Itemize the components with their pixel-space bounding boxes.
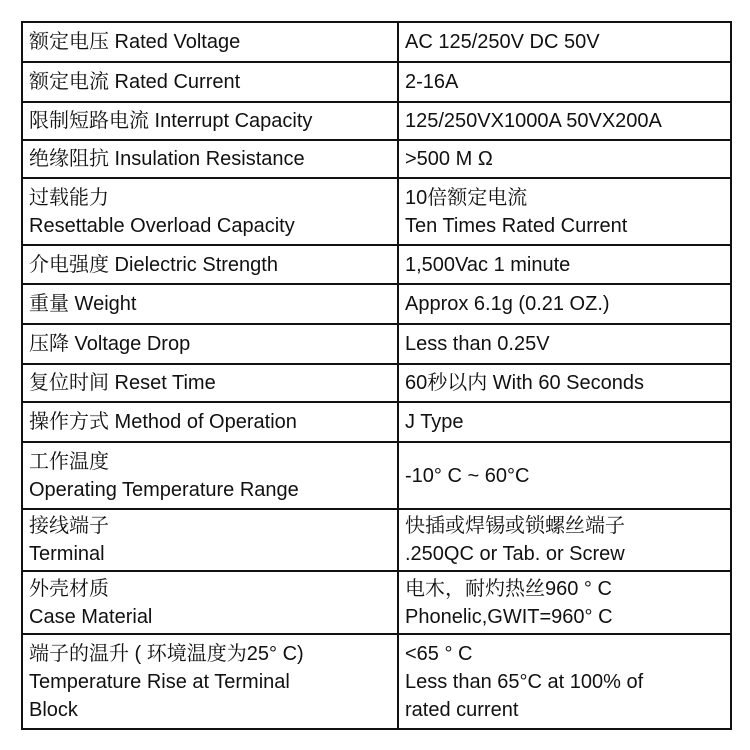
value-cell: AC 125/250V DC 50V: [398, 22, 731, 62]
value-cell: -10° C ~ 60°C: [398, 442, 731, 509]
param-cell: 外壳材质 Case Material: [22, 571, 398, 634]
table-row: [22, 634, 731, 729]
value-cell: <65 ° C Less than 65°C at 100% of rated current: [398, 634, 731, 729]
table-row: [22, 402, 731, 442]
param-cell: 复位时间 Reset Time: [22, 364, 398, 402]
table-row: [22, 509, 731, 571]
table-row: [22, 62, 731, 102]
table-row: [22, 442, 731, 509]
table-row: [22, 284, 731, 324]
param-cell: 额定电压 Rated Voltage: [22, 22, 398, 62]
param-cell: 过载能力 Resettable Overload Capacity: [22, 178, 398, 245]
param-cell: 端子的温升 ( 环境温度为25° C) Temperature Rise at Terminal Block: [22, 634, 398, 729]
param-cell: 操作方式 Method of Operation: [22, 402, 398, 442]
value-cell: Less than 0.25V: [398, 324, 731, 364]
table-row: [22, 245, 731, 284]
param-cell: 额定电流 Rated Current: [22, 62, 398, 102]
value-cell: >500 M Ω: [398, 140, 731, 178]
table-row: [22, 178, 731, 245]
value-cell: 2-16A: [398, 62, 731, 102]
value-cell: 1,500Vac 1 minute: [398, 245, 731, 284]
value-cell: 10倍额定电流 Ten Times Rated Current: [398, 178, 731, 245]
value-cell: 60秒以内 With 60 Seconds: [398, 364, 731, 402]
table-row: [22, 324, 731, 364]
param-cell: 介电强度 Dielectric Strength: [22, 245, 398, 284]
table-row: [22, 102, 731, 140]
value-cell: 电木，耐灼热丝960 ° C Phonelic,GWIT=960° C: [398, 571, 731, 634]
param-cell: 接线端子 Terminal: [22, 509, 398, 571]
param-cell: 绝缘阻抗 Insulation Resistance: [22, 140, 398, 178]
table-row: [22, 22, 731, 62]
value-cell: 快插或焊锡或锁螺丝端子 .250QC or Tab. or Screw: [398, 509, 731, 571]
value-cell: J Type: [398, 402, 731, 442]
table-row: [22, 571, 731, 634]
param-cell: 压降 Voltage Drop: [22, 324, 398, 364]
param-cell: 重量 Weight: [22, 284, 398, 324]
param-cell: 限制短路电流 Interrupt Capacity: [22, 102, 398, 140]
table-row: [22, 140, 731, 178]
value-cell: 125/250VX1000A 50VX200A: [398, 102, 731, 140]
spec-table: [21, 21, 732, 730]
value-cell: Approx 6.1g (0.21 OZ.): [398, 284, 731, 324]
param-cell: 工作温度 Operating Temperature Range: [22, 442, 398, 509]
table-row: [22, 364, 731, 402]
